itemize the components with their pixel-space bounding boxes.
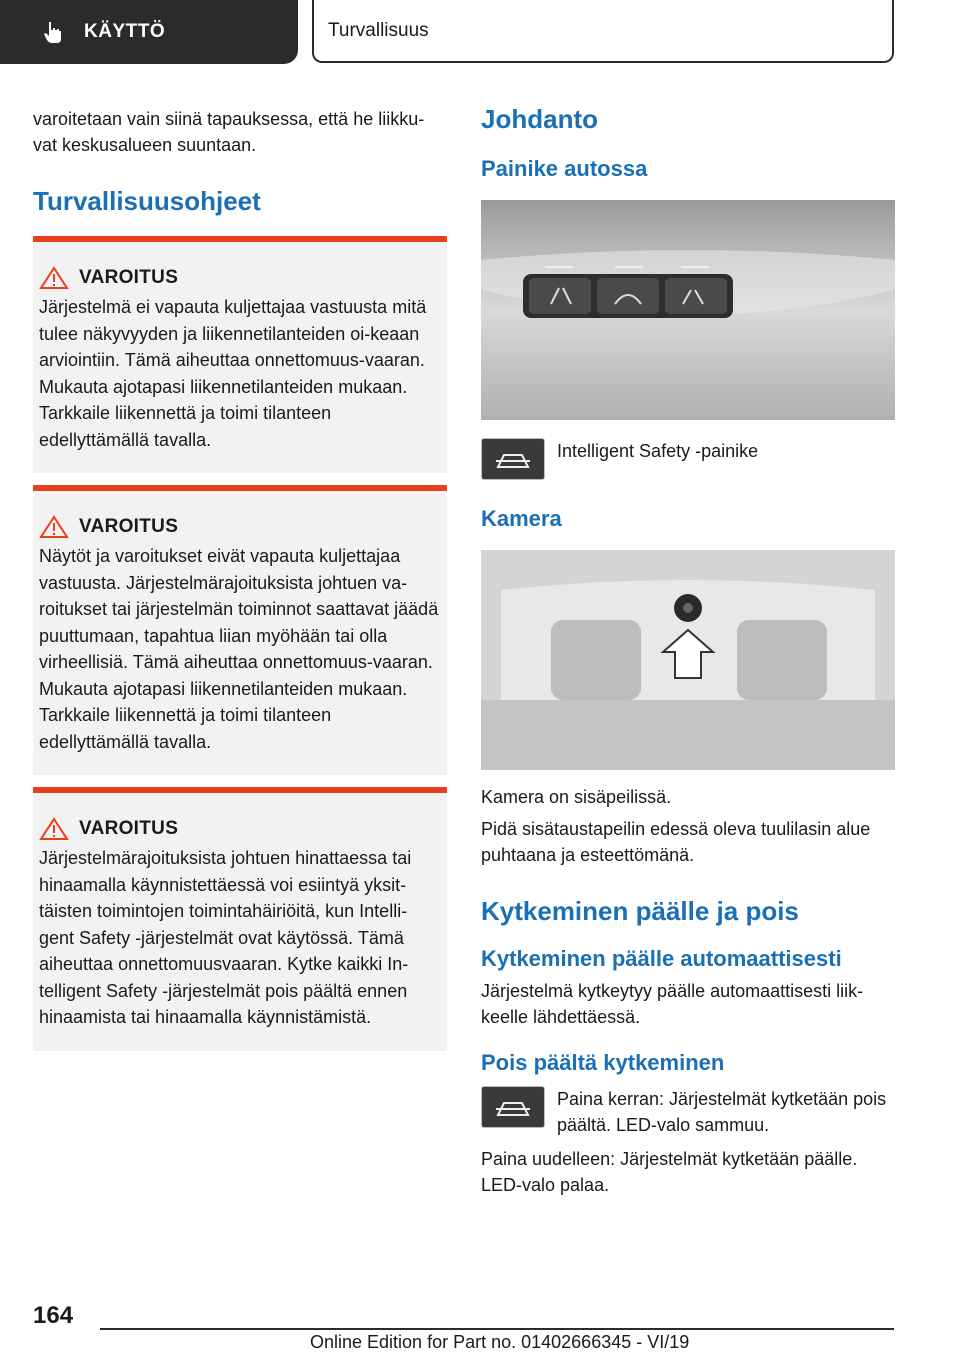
hand-pointer-icon [40,19,66,45]
chapter-title: Turvallisuus [328,19,429,41]
safety-heading: Turvallisuusohjeet [33,186,261,216]
footer-divider [100,1328,894,1330]
warning-icon [39,266,69,290]
warning-icon [39,817,69,841]
off-subheading: Pois päältä kytkeminen [481,1050,725,1075]
camera-clean-text: Pidä sisätaustapeilin edessä oleva tuulilasin alue puhtaana ja esteettömänä. [481,819,871,865]
warning-text: Näytöt ja varoitukset eivät vapauta kuljettajaa vastuusta. Järjestelmärajoituksista johtuen va-roitukset tai järjestelmän toiminnot saattavat jäädä puuttumaan, tapahtua liian myöhään tai olla virheellisiä. Tämä aiheuttaa onnettomuus-vaaran. Mukauta ajotapasi liikennetilanteiden mukaan. Tarkkaile liikennettä ja toimi tilanteen edellyttämällä tavalla. [39,546,439,752]
camera-photo [481,550,895,770]
page-number: 164 [33,1302,74,1329]
warning-label: VAROITUS [79,516,179,537]
warning-box-3 [33,787,447,1051]
warning-text: Järjestelmä ei vapauta kuljettajaa vastuusta mitä tulee näkyvyyden ja liikennetilanteiden oi-keaan arviointiin. Tämä aiheuttaa onnettomuus-vaaran. Mukauta ajotapasi liikennetilanteiden mukaan. Tarkkaile liikennettä ja toimi tilanteen edellyttämällä tavalla. [39,297,427,450]
warning-box-2 [33,485,447,775]
camera-subheading: Kamera [481,506,562,531]
camera-location-text: Kamera on sisäpeilissä. [481,787,672,807]
warning-label: VAROITUS [79,818,179,839]
left-column [33,102,447,1051]
again-text: Paina uudelleen: Järjestelmät kytketään päälle. LED-valo palaa. [481,1149,858,1195]
warning-icon [39,515,69,539]
warning-box-1 [33,236,447,473]
intro-heading: Johdanto [481,104,598,134]
section-label: KÄYTTÖ [84,21,166,42]
intelligent-safety-button-icon [481,438,545,480]
warning-label: VAROITUS [79,267,179,288]
right-column [481,102,895,1198]
button-panel-photo [481,200,895,420]
off-text: Paina kerran: Järjestelmät kytketään pois päältä. LED-valo sammuu. [557,1089,887,1135]
auto-on-subheading: Kytkeminen päälle automaattisesti [481,946,842,971]
intelligent-safety-button-icon [481,1086,545,1128]
button-subheading: Painike autossa [481,156,648,181]
button-caption: Intelligent Safety -painike [557,441,759,461]
button-legend [481,438,895,480]
edition-text: Online Edition for Part no. 01402666345 - VI/19 [310,1332,690,1352]
off-instruction [481,1086,895,1138]
chapter-header [312,0,894,63]
on-off-heading: Kytkeminen päälle ja pois [481,896,799,926]
intro-text: varoitetaan vain siinä tapauksessa, että he liikku-vat keskusalueen suuntaan. [33,109,425,155]
auto-on-text: Järjestelmä kytkeytyy päälle automaattisesti liik-keelle lähdettäessä. [481,981,864,1027]
warning-text: Järjestelmärajoituksista johtuen hinattaessa tai hinaamalla käynnistettäessä voi esiintyä yksit-täisten toimintojen toimintahäiriöitä, kun Intelli-gent Safety -järjestelmät ovat käytössä. Tämä aiheuttaa onnettomuusvaaran. Kytke kaikki In-telligent Safety -järjestelmät pois päältä ennen hinaamista tai hinaamalla käynnistämistä. [39,848,412,1027]
section-tab[interactable] [0,0,298,64]
